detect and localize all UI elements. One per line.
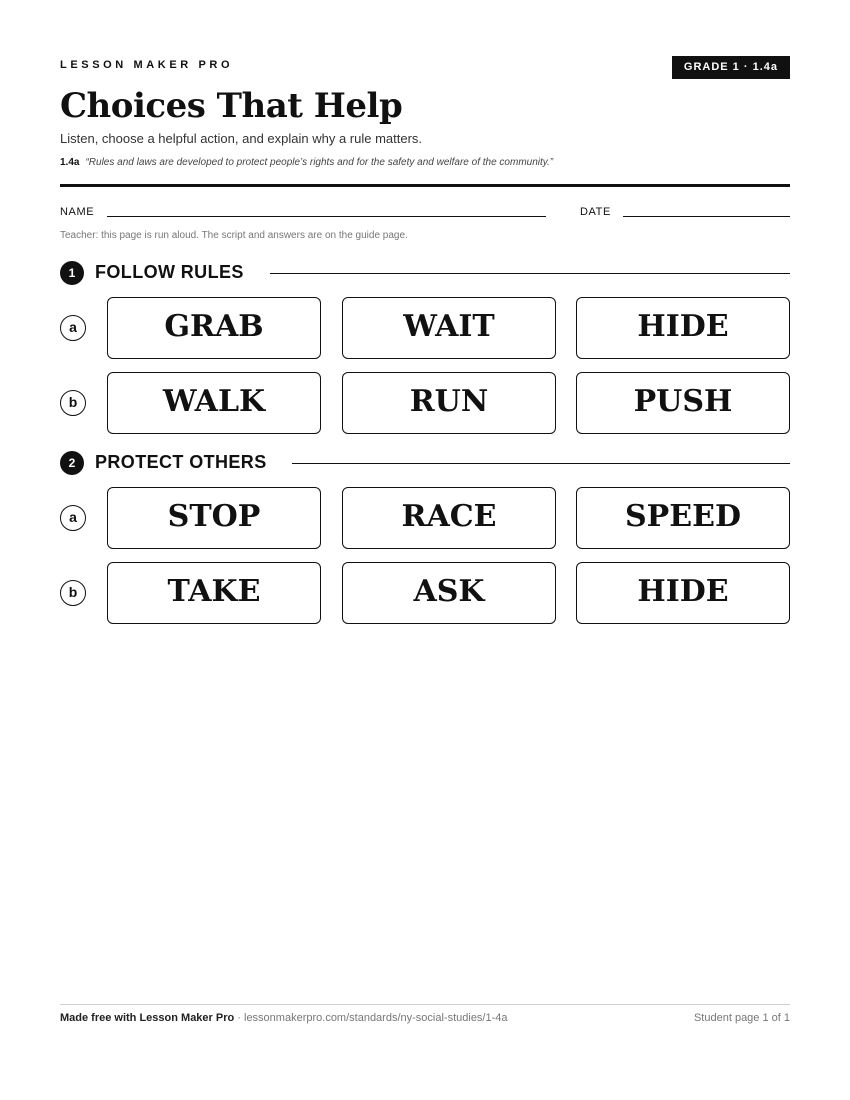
section-number-badge: 2 (60, 451, 84, 475)
grade-badge: GRADE 1 · 1.4a (672, 56, 790, 79)
worksheet-subtitle: Listen, choose a helpful action, and explain why a rule matters. (60, 131, 423, 146)
section-title: FOLLOW RULES (95, 262, 256, 283)
choice-card[interactable]: ASK (342, 562, 556, 624)
standard-line (60, 157, 553, 168)
footer-divider (60, 1004, 790, 1005)
teacher-note: Teacher: this page is run aloud. The script and answers are on the guide page. (60, 230, 408, 241)
footer-url[interactable]: lessonmakerpro.com/standards/ny-social-studies/1-4a (244, 1012, 508, 1024)
footer-separator: · (234, 1012, 244, 1024)
standard-quote: “Rules and laws are developed to protect people’s rights and for the safety and welfare of the community.” (85, 157, 554, 168)
footer-credit (60, 1012, 508, 1024)
standard-code: 1.4a (60, 157, 80, 168)
question-letter: a (60, 505, 86, 531)
choice-card[interactable]: RUN (342, 372, 556, 434)
header-row (60, 56, 790, 80)
date-field[interactable] (623, 216, 790, 217)
name-field[interactable] (107, 216, 546, 217)
section-protect-others (60, 451, 790, 475)
question-letter: a (60, 315, 86, 341)
choice-card[interactable]: HIDE (576, 562, 790, 624)
choice-card[interactable]: PUSH (576, 372, 790, 434)
choice-card[interactable]: RACE (342, 487, 556, 549)
worksheet-page (60, 0, 790, 1100)
choice-card[interactable]: TAKE (107, 562, 321, 624)
choice-card[interactable]: SPEED (576, 487, 790, 549)
date-label: DATE (580, 206, 611, 218)
section-divider (270, 273, 790, 274)
question-row-2a (60, 487, 790, 549)
header-divider (60, 184, 790, 187)
section-title: PROTECT OTHERS (95, 452, 279, 473)
brand-name: LESSON MAKER PRO (60, 59, 234, 71)
choice-card[interactable]: GRAB (107, 297, 321, 359)
choice-card[interactable]: HIDE (576, 297, 790, 359)
name-label: NAME (60, 206, 95, 218)
section-number-badge: 1 (60, 261, 84, 285)
choice-card[interactable]: WAIT (342, 297, 556, 359)
question-row-1a (60, 297, 790, 359)
section-follow-rules (60, 261, 790, 285)
question-row-2b (60, 562, 790, 624)
question-row-1b (60, 372, 790, 434)
worksheet-title: Choices That Help (60, 86, 403, 126)
footer-page-info: Student page 1 of 1 (693, 1012, 790, 1024)
choice-card[interactable]: STOP (107, 487, 321, 549)
footer-made-with: Made free with Lesson Maker Pro (60, 1012, 235, 1024)
question-letter: b (60, 390, 86, 416)
choice-card[interactable]: WALK (107, 372, 321, 434)
question-letter: b (60, 580, 86, 606)
section-divider (292, 463, 790, 464)
